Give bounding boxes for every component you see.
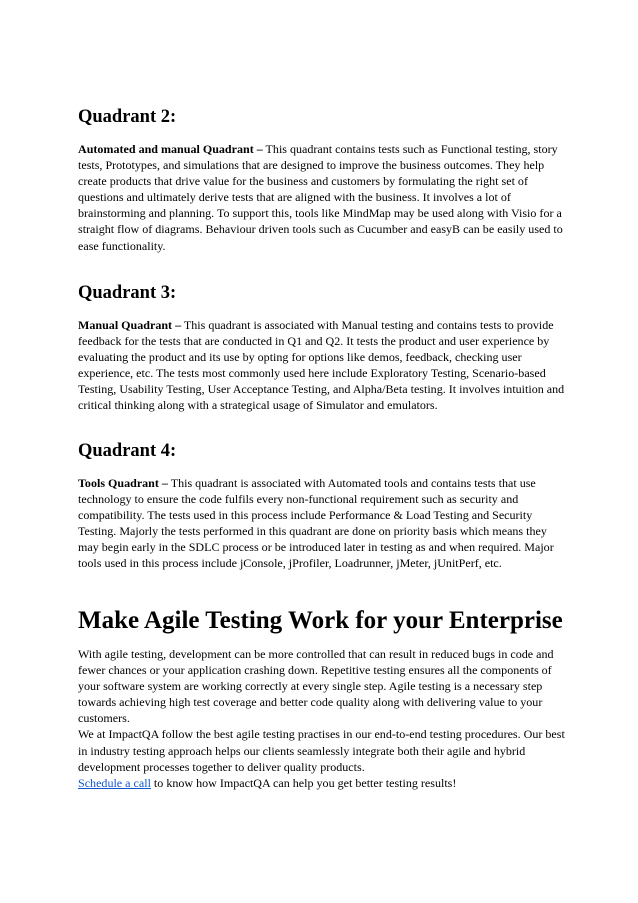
- agile-paragraph-1: With agile testing, development can be more controlled that can result in reduced bugs in code and fewer chances or your application crashing down. Repetitive testing ensures all the components of your software system are working correctly at every single step. Agile testing is a necessary step towards achieving high test coverage and better code quality along with delivering value to your customers.: [78, 647, 554, 726]
- quadrant-2-paragraph: [78, 141, 570, 254]
- quadrant-2-heading: Quadrant 2:: [78, 107, 177, 127]
- quadrant-4-lead: Tools Quadrant –: [78, 476, 168, 490]
- quadrant-4-body: This quadrant is associated with Automated tools and contains tests that use technology to ensure the code fulfils every non-functional requirement such as security and compatibility. The tests used in this process include Performance & Load Testing and Security Testing. Majorly the tests performed in this quadrant are done on priority basis which means they may begin early in the SDLC process or be introduced later in testing as and when required. Major tools used in this process include jConsole, jProfiler, Loadrunner, jMeter, jUnitPerf, etc.: [78, 476, 554, 571]
- quadrant-3-section: [78, 282, 570, 414]
- quadrant-4-section: [78, 440, 570, 572]
- quadrant-2-section: [78, 106, 570, 254]
- quadrant-3-paragraph: [78, 317, 570, 414]
- agile-heading: Make Agile Testing Work for your Enterprise: [78, 607, 563, 634]
- quadrant-3-heading: Quadrant 3:: [78, 283, 177, 303]
- quadrant-3-lead: Manual Quadrant –: [78, 318, 182, 332]
- agile-section: [78, 606, 570, 791]
- quadrant-4-paragraph: [78, 475, 570, 572]
- quadrant-3-body: This quadrant is associated with Manual testing and contains tests to provide feedback for the tests that are conducted in Q1 and Q2. It tests the product and user experience by evaluating the product and its use by opting for options like demos, feedback, checking user experience, etc. The tests most commonly used here include Exploratory Testing, Scenario-based Testing, Usability Testing, User Acceptance Testing, and Alpha/Beta testing. It involves intuition and critical thinking along with a strategical usage of Simulator and emulators.: [78, 318, 565, 413]
- quadrant-2-body: This quadrant contains tests such as Functional testing, story tests, Prototypes, and simulations that are designed to improve the business outcomes. They help create products that drive value for the business and customers by formulating the right set of questions and ultimately derive tests that are aligned with the business. It involves a lot of brainstorming and planning. To support this, tools like MindMap may be used along with Visio for a straight flow of diagrams. Behaviour driven tools such as Cucumber and easyB can be easily used to ease functionality.: [78, 142, 563, 253]
- agile-cta-text: to know how ImpactQA can help you get better testing results!: [150, 775, 457, 790]
- schedule-call-link[interactable]: Schedule a call: [78, 775, 151, 790]
- agile-paragraph-2: We at ImpactQA follow the best agile testing practises in our end-to-end testing procedures. Our best in industry testing approach helps our clients seamlessly integrate both their agile and hybrid development processes together to deliver quality products.: [78, 727, 565, 774]
- quadrant-4-heading: Quadrant 4:: [78, 441, 177, 461]
- quadrant-2-lead: Automated and manual Quadrant –: [78, 142, 263, 156]
- agile-cta-paragraph: [78, 775, 570, 791]
